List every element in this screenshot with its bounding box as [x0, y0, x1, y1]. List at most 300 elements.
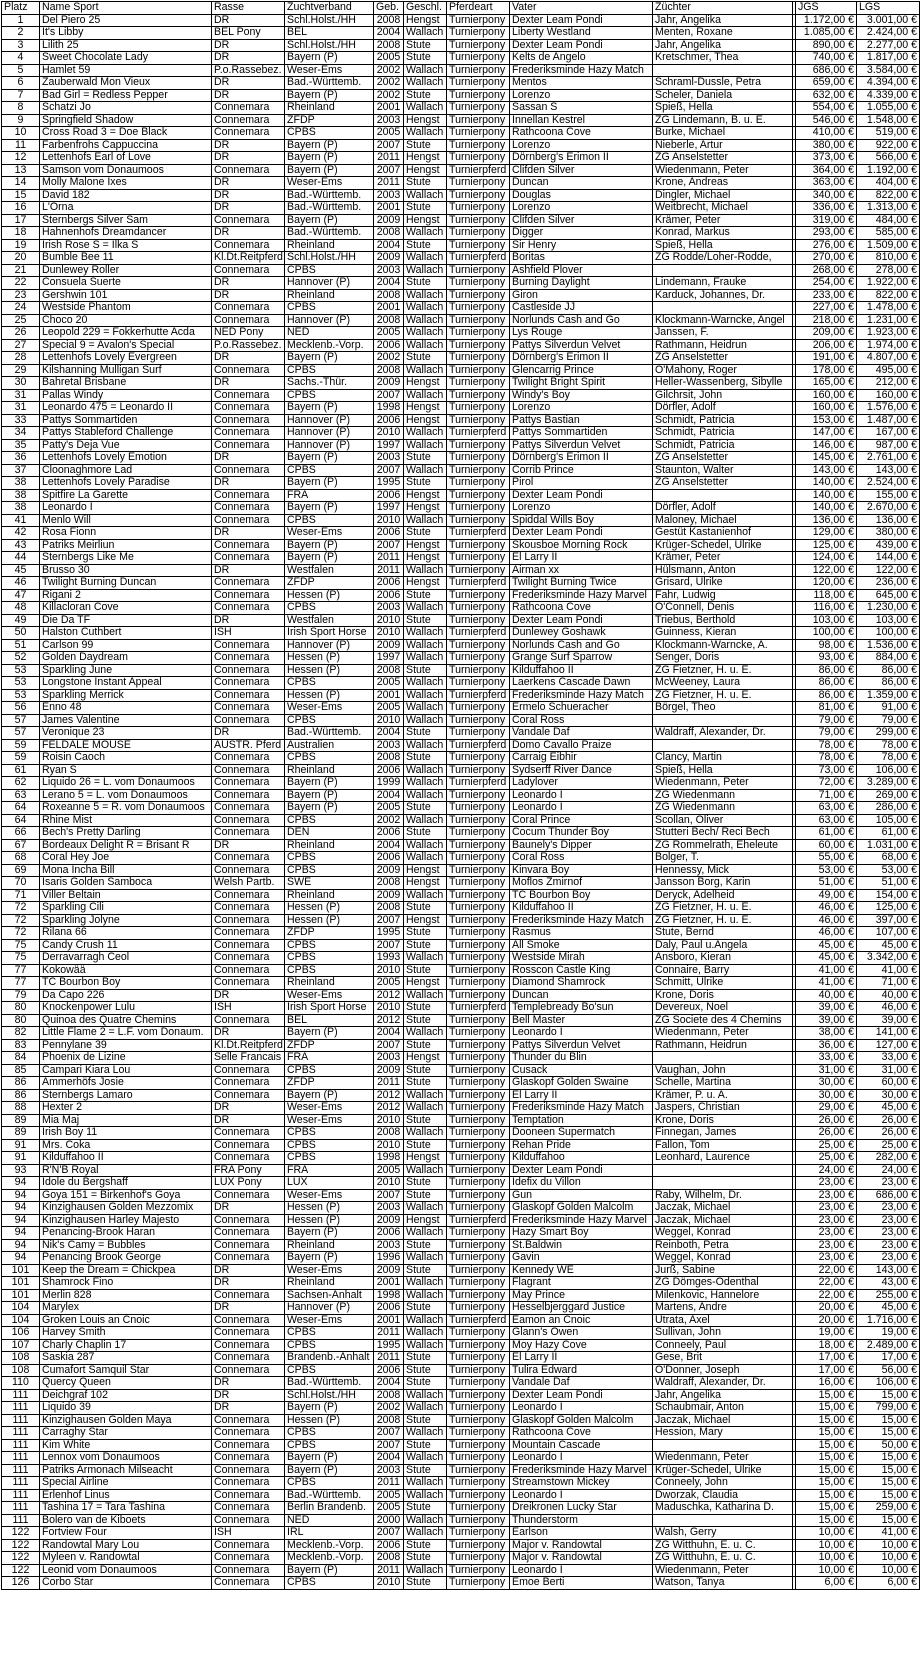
cell-vater: Grange Surf Sparrow: [510, 652, 653, 665]
cell-lgs: 68,00 €: [857, 852, 920, 865]
cell-name-sport: Leonid vom Donaumoos: [40, 1564, 212, 1577]
cell-jgs: 23,00 €: [796, 1227, 857, 1240]
cell-geschl: Wallach: [404, 464, 447, 477]
cell-platz: 61: [2, 764, 40, 777]
cell-zuechter: Krüger-Schedel, Ulrike: [653, 1464, 793, 1477]
cell-jgs: 146,00 €: [796, 439, 857, 452]
cell-geschl: Wallach: [404, 27, 447, 40]
cell-lgs: 122,00 €: [857, 564, 920, 577]
cell-zuechter: Spieß, Hella: [653, 764, 793, 777]
cell-geschl: Wallach: [404, 702, 447, 715]
cell-vater: Laerkens Cascade Dawn: [510, 677, 653, 690]
cell-platz: 94: [2, 1252, 40, 1265]
cell-lgs: 103,00 €: [857, 614, 920, 627]
cell-rasse: Connemara: [212, 1352, 285, 1365]
cell-geb: 2004: [374, 277, 404, 290]
cell-geschl: Wallach: [404, 1314, 447, 1327]
cell-jgs: 41,00 €: [796, 964, 857, 977]
cell-platz: 26: [2, 327, 40, 340]
cell-zuchtverband: SWE: [285, 877, 374, 890]
cell-jgs: 60,00 €: [796, 839, 857, 852]
cell-zuechter: Fahr, Ludwig: [653, 589, 793, 602]
table-row: [2, 77, 920, 90]
table-row: [2, 289, 920, 302]
cell-geb: 2010: [374, 614, 404, 627]
cell-jgs: 140,00 €: [796, 477, 857, 490]
cell-vater: TC Bourbon Boy: [510, 889, 653, 902]
cell-rasse: Connemara: [212, 164, 285, 177]
cell-zuechter: ZG Societe des 4 Chemins: [653, 1014, 793, 1027]
cell-zuchtverband: CPBS: [285, 814, 374, 827]
cell-zuchtverband: Westfalen: [285, 564, 374, 577]
cell-jgs: 51,00 €: [796, 877, 857, 890]
cell-zuchtverband: Hannover (P): [285, 1302, 374, 1315]
table-row: [2, 352, 920, 365]
cell-geschl: Wallach: [404, 627, 447, 640]
cell-geschl: Wallach: [404, 102, 447, 115]
cell-geb: 2001: [374, 302, 404, 315]
cell-vater: Lys Rouge: [510, 327, 653, 340]
cell-geschl: Wallach: [404, 364, 447, 377]
table-row: [2, 1389, 920, 1402]
cell-geb: 2005: [374, 702, 404, 715]
cell-lgs: 106,00 €: [857, 764, 920, 777]
cell-geb: 2006: [374, 827, 404, 840]
cell-pferdeart: Turnierpony: [447, 402, 510, 415]
cell-rasse: DR: [212, 452, 285, 465]
cell-geschl: Wallach: [404, 764, 447, 777]
cell-name-sport: Samson vom Donaumoos: [40, 164, 212, 177]
cell-geb: 2009: [374, 377, 404, 390]
cell-zuchtverband: Bayern (P): [285, 477, 374, 490]
cell-name-sport: Bordeaux Delight R = Brisant R: [40, 839, 212, 852]
cell-name-sport: Rigani 2: [40, 589, 212, 602]
cell-jgs: 20,00 €: [796, 1314, 857, 1327]
table-row: [2, 327, 920, 340]
cell-lgs: 26,00 €: [857, 1114, 920, 1127]
table-row: [2, 702, 920, 715]
cell-rasse: Connemara: [212, 264, 285, 277]
table-row: [2, 39, 920, 52]
cell-zuchtverband: Mecklenb.-Vorp.: [285, 339, 374, 352]
cell-lgs: 566,00 €: [857, 152, 920, 165]
cell-platz: 30: [2, 377, 40, 390]
table-row: [2, 602, 920, 615]
cell-lgs: 1.192,00 €: [857, 164, 920, 177]
cell-geb: 1995: [374, 927, 404, 940]
cell-zuchtverband: Hannover (P): [285, 639, 374, 652]
cell-vater: Lorenzo: [510, 89, 653, 102]
cell-name-sport: Ryan S: [40, 764, 212, 777]
cell-platz: 33: [2, 414, 40, 427]
cell-geb: 2004: [374, 839, 404, 852]
cell-platz: 7: [2, 89, 40, 102]
cell-vater: Dexter Leam Pondi: [510, 1389, 653, 1402]
table-row: [2, 464, 920, 477]
cell-geschl: Wallach: [404, 777, 447, 790]
cell-jgs: 209,00 €: [796, 327, 857, 340]
cell-geschl: Hengst: [404, 114, 447, 127]
cell-pferdeart: Turnierpony: [447, 414, 510, 427]
cell-geb: 2001: [374, 1277, 404, 1290]
cell-geb: 2008: [374, 364, 404, 377]
cell-zuchtverband: CPBS: [285, 752, 374, 765]
table-row: [2, 314, 920, 327]
cell-jgs: 160,00 €: [796, 402, 857, 415]
cell-geb: 2000: [374, 1514, 404, 1527]
cell-jgs: 319,00 €: [796, 214, 857, 227]
cell-name-sport: Carlson 99: [40, 639, 212, 652]
cell-geb: 2004: [374, 727, 404, 740]
cell-zuchtverband: CPBS: [285, 464, 374, 477]
cell-zuechter: Menten, Roxane: [653, 27, 793, 40]
cell-jgs: 659,00 €: [796, 77, 857, 90]
cell-platz: 75: [2, 939, 40, 952]
cell-platz: 110: [2, 1377, 40, 1390]
cell-zuchtverband: Bayern (P): [285, 152, 374, 165]
cell-vater: Baunely's Dipper: [510, 839, 653, 852]
cell-zuchtverband: Schl.Holst./HH: [285, 39, 374, 52]
cell-zuechter: ZG Rommelrath, Eheleute: [653, 839, 793, 852]
cell-name-sport: Lettenhofs Lovely Evergreen: [40, 352, 212, 365]
column-header-lgs: LGS: [857, 2, 920, 15]
cell-name-sport: Sparkling Cili: [40, 902, 212, 915]
cell-pferdeart: Turnierpony: [447, 77, 510, 90]
cell-platz: 53: [2, 677, 40, 690]
cell-zuechter: ZG Wiedenmann: [653, 789, 793, 802]
cell-jgs: 79,00 €: [796, 714, 857, 727]
cell-zuechter: Schmidt, Patricia: [653, 414, 793, 427]
cell-name-sport: Pallas Windy: [40, 389, 212, 402]
cell-pferdeart: Turnierpony: [447, 814, 510, 827]
cell-geb: 2009: [374, 639, 404, 652]
cell-zuchtverband: CPBS: [285, 677, 374, 690]
cell-geschl: Stute: [404, 927, 447, 940]
cell-lgs: 30,00 €: [857, 1089, 920, 1102]
table-row: [2, 1352, 920, 1365]
cell-vater: Bell Master: [510, 1014, 653, 1027]
cell-rasse: ISH: [212, 1527, 285, 1540]
cell-geschl: Stute: [404, 964, 447, 977]
cell-pferdeart: Turnierpferd: [447, 164, 510, 177]
cell-zuechter: Spieß, Hella: [653, 239, 793, 252]
cell-rasse: DR: [212, 89, 285, 102]
table-row: [2, 1227, 920, 1240]
cell-zuechter: [653, 739, 793, 752]
cell-platz: 86: [2, 1089, 40, 1102]
cell-vater: Pattys Bastian: [510, 414, 653, 427]
cell-platz: 57: [2, 714, 40, 727]
cell-geb: 2011: [374, 1077, 404, 1090]
cell-zuchtverband: Hessen (P): [285, 902, 374, 915]
cell-geb: 2009: [374, 1214, 404, 1227]
column-header-platz: Platz: [2, 2, 40, 15]
cell-pferdeart: Turnierpony: [447, 327, 510, 340]
table-row: [2, 214, 920, 227]
cell-name-sport: Da Capo 226: [40, 989, 212, 1002]
cell-geb: 2010: [374, 1139, 404, 1152]
cell-pferdeart: Turnierpony: [447, 464, 510, 477]
cell-name-sport: Sternbergs Silver Sam: [40, 214, 212, 227]
cell-rasse: Connemara: [212, 1014, 285, 1027]
cell-vater: Lorenzo: [510, 502, 653, 515]
column-header-pferdeart: Pferdeart: [447, 2, 510, 15]
cell-zuechter: Hession, Mary: [653, 1427, 793, 1440]
cell-pferdeart: Turnierpony: [447, 1339, 510, 1352]
cell-rasse: Connemara: [212, 927, 285, 940]
cell-pferdeart: Turnierpferd: [447, 1214, 510, 1227]
cell-vater: All Smoke: [510, 939, 653, 952]
cell-geb: 2007: [374, 914, 404, 927]
cell-pferdeart: Turnierpony: [447, 177, 510, 190]
cell-platz: 94: [2, 1177, 40, 1190]
cell-vater: Pattys Silverdun Velvet: [510, 339, 653, 352]
cell-name-sport: Quercy Queen: [40, 1377, 212, 1390]
cell-lgs: 17,00 €: [857, 1352, 920, 1365]
cell-pferdeart: Turnierpony: [447, 1514, 510, 1527]
cell-rasse: Connemara: [212, 689, 285, 702]
cell-zuchtverband: Bad.-Württemb.: [285, 727, 374, 740]
cell-rasse: DR: [212, 227, 285, 240]
cell-zuchtverband: CPBS: [285, 302, 374, 315]
cell-jgs: 55,00 €: [796, 852, 857, 865]
table-row: [2, 1564, 920, 1577]
cell-vater: Leonardo I: [510, 1027, 653, 1040]
cell-geschl: Stute: [404, 1064, 447, 1077]
cell-platz: 106: [2, 1327, 40, 1340]
cell-platz: 9: [2, 114, 40, 127]
cell-geschl: Stute: [404, 1377, 447, 1390]
cell-vater: May Prince: [510, 1289, 653, 1302]
table-row: [2, 1214, 920, 1227]
cell-geb: 2006: [374, 339, 404, 352]
cell-geschl: Wallach: [404, 989, 447, 1002]
cell-name-sport: Consuela Suerte: [40, 277, 212, 290]
table-row: [2, 1052, 920, 1065]
cell-rasse: Connemara: [212, 1514, 285, 1527]
cell-platz: 42: [2, 527, 40, 540]
cell-rasse: Connemara: [212, 1577, 285, 1590]
cell-zuechter: O'Connell, Denis: [653, 602, 793, 615]
cell-geb: 2008: [374, 1414, 404, 1427]
cell-platz: 46: [2, 577, 40, 590]
table-row: [2, 639, 920, 652]
cell-vater: Major v. Randowtal: [510, 1539, 653, 1552]
cell-vater: Clifden Silver: [510, 214, 653, 227]
cell-vater: Glaskopf Golden Malcolm: [510, 1202, 653, 1215]
cell-rasse: Connemara: [212, 1077, 285, 1090]
cell-pferdeart: Turnierpony: [447, 1164, 510, 1177]
cell-vater: Lorenzo: [510, 139, 653, 152]
cell-rasse: Connemara: [212, 102, 285, 115]
cell-vater: Dörnberg's Erimon II: [510, 152, 653, 165]
cell-name-sport: Die Da TF: [40, 614, 212, 627]
cell-platz: 111: [2, 1439, 40, 1452]
cell-lgs: 45,00 €: [857, 1302, 920, 1315]
table-row: [2, 389, 920, 402]
cell-name-sport: Groken Louis an Cnoic: [40, 1314, 212, 1327]
cell-geb: 2004: [374, 1452, 404, 1465]
cell-jgs: 72,00 €: [796, 777, 857, 790]
cell-platz: 16: [2, 202, 40, 215]
cell-geschl: Wallach: [404, 389, 447, 402]
cell-geschl: Stute: [404, 39, 447, 52]
cell-lgs: 922,00 €: [857, 139, 920, 152]
table-row: [2, 789, 920, 802]
cell-geschl: Hengst: [404, 1152, 447, 1165]
cell-zuchtverband: Bayern (P): [285, 1089, 374, 1102]
cell-jgs: 78,00 €: [796, 739, 857, 752]
cell-vater: Dexter Leam Pondi: [510, 14, 653, 27]
cell-jgs: 15,00 €: [796, 1477, 857, 1490]
cell-platz: 107: [2, 1339, 40, 1352]
cell-rasse: Connemara: [212, 764, 285, 777]
cell-platz: 64: [2, 802, 40, 815]
cell-rasse: LUX Pony: [212, 1177, 285, 1190]
cell-zuechter: ZG Anselstetter: [653, 452, 793, 465]
table-row: [2, 802, 920, 815]
cell-lgs: 484,00 €: [857, 214, 920, 227]
cell-zuechter: O'Mahony, Roger: [653, 364, 793, 377]
cell-vater: Cocum Thunder Boy: [510, 827, 653, 840]
table-row: [2, 1064, 920, 1077]
cell-zuechter: Bolger, T.: [653, 852, 793, 865]
cell-pferdeart: Turnierpony: [447, 1239, 510, 1252]
cell-jgs: 147,00 €: [796, 427, 857, 440]
cell-lgs: 282,00 €: [857, 1152, 920, 1165]
cell-zuechter: Karduck, Johannes, Dr.: [653, 289, 793, 302]
cell-platz: 4: [2, 52, 40, 65]
cell-geb: 2006: [374, 1227, 404, 1240]
table-row: [2, 1539, 920, 1552]
cell-pferdeart: Turnierpony: [447, 977, 510, 990]
cell-geschl: Wallach: [404, 1427, 447, 1440]
cell-lgs: 23,00 €: [857, 1227, 920, 1240]
cell-zuchtverband: BEL: [285, 1014, 374, 1027]
cell-vater: Rathcoona Cove: [510, 1427, 653, 1440]
cell-name-sport: Menlo Will: [40, 514, 212, 527]
table-row: [2, 27, 920, 40]
cell-platz: 62: [2, 777, 40, 790]
cell-name-sport: Mrs. Coka: [40, 1139, 212, 1152]
cell-pferdeart: Turnierpony: [447, 1152, 510, 1165]
cell-zuechter: Krämer, P. u. A.: [653, 1089, 793, 1102]
cell-zuchtverband: Sachs.-Thür.: [285, 377, 374, 390]
cell-lgs: 1.923,00 €: [857, 327, 920, 340]
cell-rasse: Connemara: [212, 1214, 285, 1227]
cell-jgs: 15,00 €: [796, 1389, 857, 1402]
column-header-zuchtverband: Zuchtverband: [285, 2, 374, 15]
cell-platz: 77: [2, 964, 40, 977]
cell-platz: 24: [2, 302, 40, 315]
cell-pferdeart: Turnierpony: [447, 677, 510, 690]
cell-vater: Burning Daylight: [510, 277, 653, 290]
cell-jgs: 22,00 €: [796, 1277, 857, 1290]
cell-jgs: 546,00 €: [796, 114, 857, 127]
cell-pferdeart: Turnierpony: [447, 1277, 510, 1290]
cell-geschl: Stute: [404, 277, 447, 290]
cell-platz: 101: [2, 1277, 40, 1290]
table-row: [2, 489, 920, 502]
cell-lgs: 79,00 €: [857, 714, 920, 727]
cell-geb: 2005: [374, 52, 404, 65]
cell-zuchtverband: Rheinland: [285, 839, 374, 852]
cell-rasse: Connemara: [212, 952, 285, 965]
cell-zuchtverband: Bad.-Württemb.: [285, 1489, 374, 1502]
cell-geb: 2005: [374, 977, 404, 990]
cell-jgs: 46,00 €: [796, 927, 857, 940]
table-row: [2, 1364, 920, 1377]
cell-vater: Major v. Randowtal: [510, 1552, 653, 1565]
cell-lgs: 100,00 €: [857, 627, 920, 640]
cell-platz: 50: [2, 627, 40, 640]
cell-pferdeart: Turnierpony: [447, 539, 510, 552]
cell-zuechter: Clancy, Martin: [653, 752, 793, 765]
table-row: [2, 539, 920, 552]
cell-rasse: Connemara: [212, 1427, 285, 1440]
cell-geb: 2009: [374, 252, 404, 265]
cell-zuchtverband: Irish Sport Horse: [285, 1002, 374, 1015]
cell-lgs: 822,00 €: [857, 289, 920, 302]
cell-jgs: 233,00 €: [796, 289, 857, 302]
cell-lgs: 4.394,00 €: [857, 77, 920, 90]
cell-platz: 111: [2, 1502, 40, 1515]
cell-name-sport: Molly Malone Ixes: [40, 177, 212, 190]
cell-name-sport: Mia Maj: [40, 1114, 212, 1127]
table-row: [2, 114, 920, 127]
cell-zuechter: ZG Wiedenmann: [653, 802, 793, 815]
cell-lgs: 4.807,00 €: [857, 352, 920, 365]
column-header-rasse: Rasse: [212, 2, 285, 15]
cell-geb: 2008: [374, 14, 404, 27]
cell-geb: 2001: [374, 1314, 404, 1327]
table-row: [2, 1077, 920, 1090]
cell-lgs: 23,00 €: [857, 1214, 920, 1227]
cell-zuechter: Jaspers, Christian: [653, 1102, 793, 1115]
cell-geschl: Stute: [404, 52, 447, 65]
cell-name-sport: Kinzighausen Harley Majesto: [40, 1214, 212, 1227]
cell-platz: 69: [2, 864, 40, 877]
cell-rasse: Connemara: [212, 1327, 285, 1340]
cell-zuechter: Schelle, Martina: [653, 1077, 793, 1090]
cell-jgs: 410,00 €: [796, 127, 857, 140]
cell-geb: 2002: [374, 1402, 404, 1415]
cell-geschl: Wallach: [404, 689, 447, 702]
cell-lgs: 155,00 €: [857, 489, 920, 502]
cell-geschl: Wallach: [404, 1514, 447, 1527]
cell-geb: 2007: [374, 1439, 404, 1452]
cell-vater: Frederiksminde Hazy Marvel: [510, 589, 653, 602]
cell-name-sport: Marylex: [40, 1302, 212, 1315]
cell-name-sport: It's Libby: [40, 27, 212, 40]
cell-geschl: Stute: [404, 1577, 447, 1590]
cell-rasse: DR: [212, 39, 285, 52]
cell-jgs: 17,00 €: [796, 1364, 857, 1377]
cell-geb: 2010: [374, 714, 404, 727]
cell-rasse: DR: [212, 527, 285, 540]
cell-geb: 2004: [374, 27, 404, 40]
cell-vater: Thunder du Blin: [510, 1052, 653, 1065]
cell-geschl: Wallach: [404, 189, 447, 202]
table-row: [2, 727, 920, 740]
cell-name-sport: Choco 20: [40, 314, 212, 327]
cell-name-sport: Farbenfrohs Cappuccina: [40, 139, 212, 152]
cell-zuchtverband: Bayern (P): [285, 1464, 374, 1477]
cell-platz: 80: [2, 1014, 40, 1027]
cell-name-sport: Cumafort Samquil Star: [40, 1364, 212, 1377]
cell-vater: Airman xx: [510, 564, 653, 577]
cell-platz: 45: [2, 564, 40, 577]
